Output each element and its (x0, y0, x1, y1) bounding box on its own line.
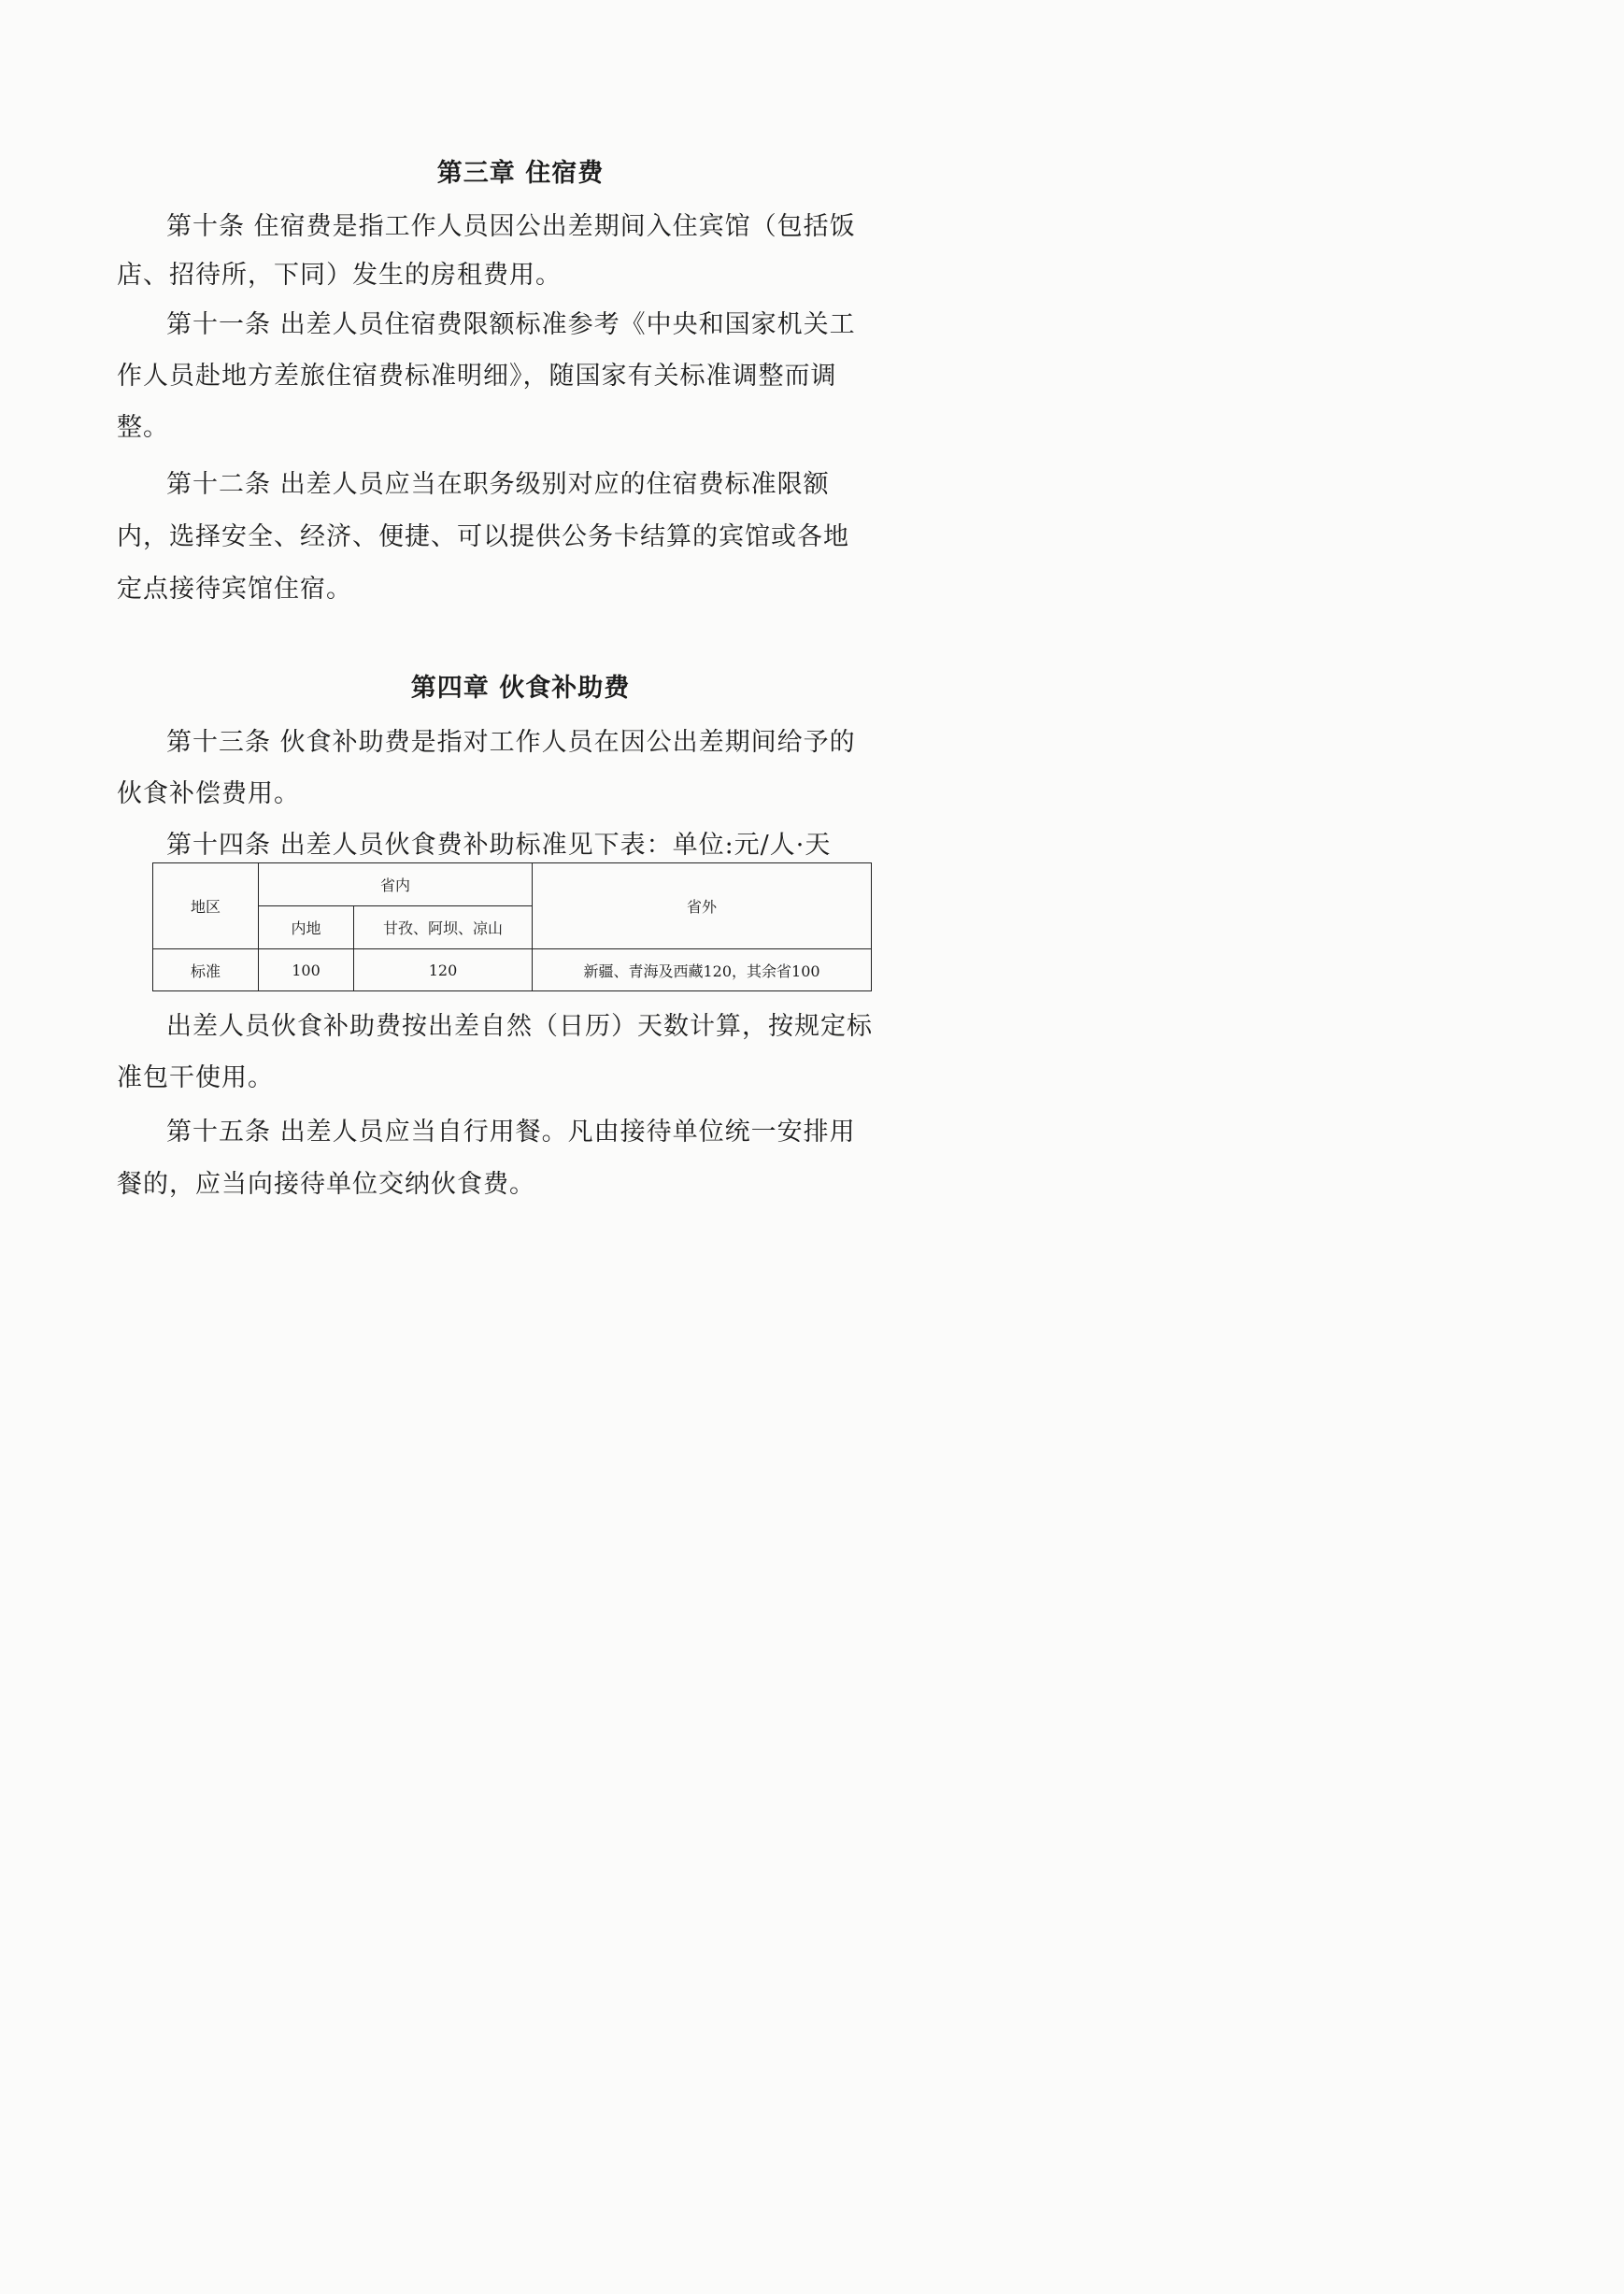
article-13-line-2: 伙食补偿费用。 (117, 779, 300, 808)
article-10-line-1: 第十条 住宿费是指工作人员因公出差期间入住宾馆（包括饭 (166, 212, 856, 241)
article-15-line-2: 餐的，应当向接待单位交纳伙食费。 (117, 1170, 535, 1199)
article-11-line-3: 整。 (117, 413, 169, 442)
inland-value: 100 (259, 949, 354, 991)
article-10-line-2: 店、招待所，下同）发生的房租费用。 (117, 261, 562, 290)
article-14: 第十四条 出差人员伙食费补助标准见下表：单位:元/人·天 (166, 831, 832, 860)
standard-row-label: 标准 (153, 949, 259, 991)
special-areas-value: 120 (354, 949, 533, 991)
in-province-header: 省内 (259, 863, 533, 906)
region-header: 地区 (153, 863, 259, 949)
article-12-line-2: 内，选择安全、经济、便捷、可以提供公务卡结算的宾馆或各地 (117, 522, 849, 551)
after-table-line-1: 出差人员伙食补助费按出差自然（日历）天数计算，按规定标 (166, 1012, 873, 1041)
article-12-line-1: 第十二条 出差人员应当在职务级别对应的住宿费标准限额 (166, 470, 830, 499)
article-12-line-3: 定点接待宾馆住宿。 (117, 575, 352, 604)
article-11-line-2: 作人员赴地方差旅住宿费标准明细》，随国家有关标准调整而调 (117, 362, 837, 391)
inland-header: 内地 (259, 906, 354, 949)
chapter-4-title: 第四章 伙食补助费 (410, 674, 631, 703)
article-11-line-1: 第十一条 出差人员住宿费限额标准参考《中央和国家机关工 (166, 310, 856, 339)
article-15-line-1: 第十五条 出差人员应当自行用餐。凡由接待单位统一安排用 (166, 1118, 856, 1147)
chapter-3-title: 第三章 住宿费 (436, 159, 605, 188)
out-province-value: 新疆、青海及西藏120，其余省100 (533, 949, 872, 991)
meal-allowance-table (152, 862, 872, 991)
out-province-header: 省外 (533, 863, 872, 949)
article-13-line-1: 第十三条 伙食补助费是指对工作人员在因公出差期间给予的 (166, 728, 856, 757)
after-table-line-2: 准包干使用。 (117, 1063, 274, 1092)
special-areas-header: 甘孜、阿坝、凉山 (354, 906, 533, 949)
